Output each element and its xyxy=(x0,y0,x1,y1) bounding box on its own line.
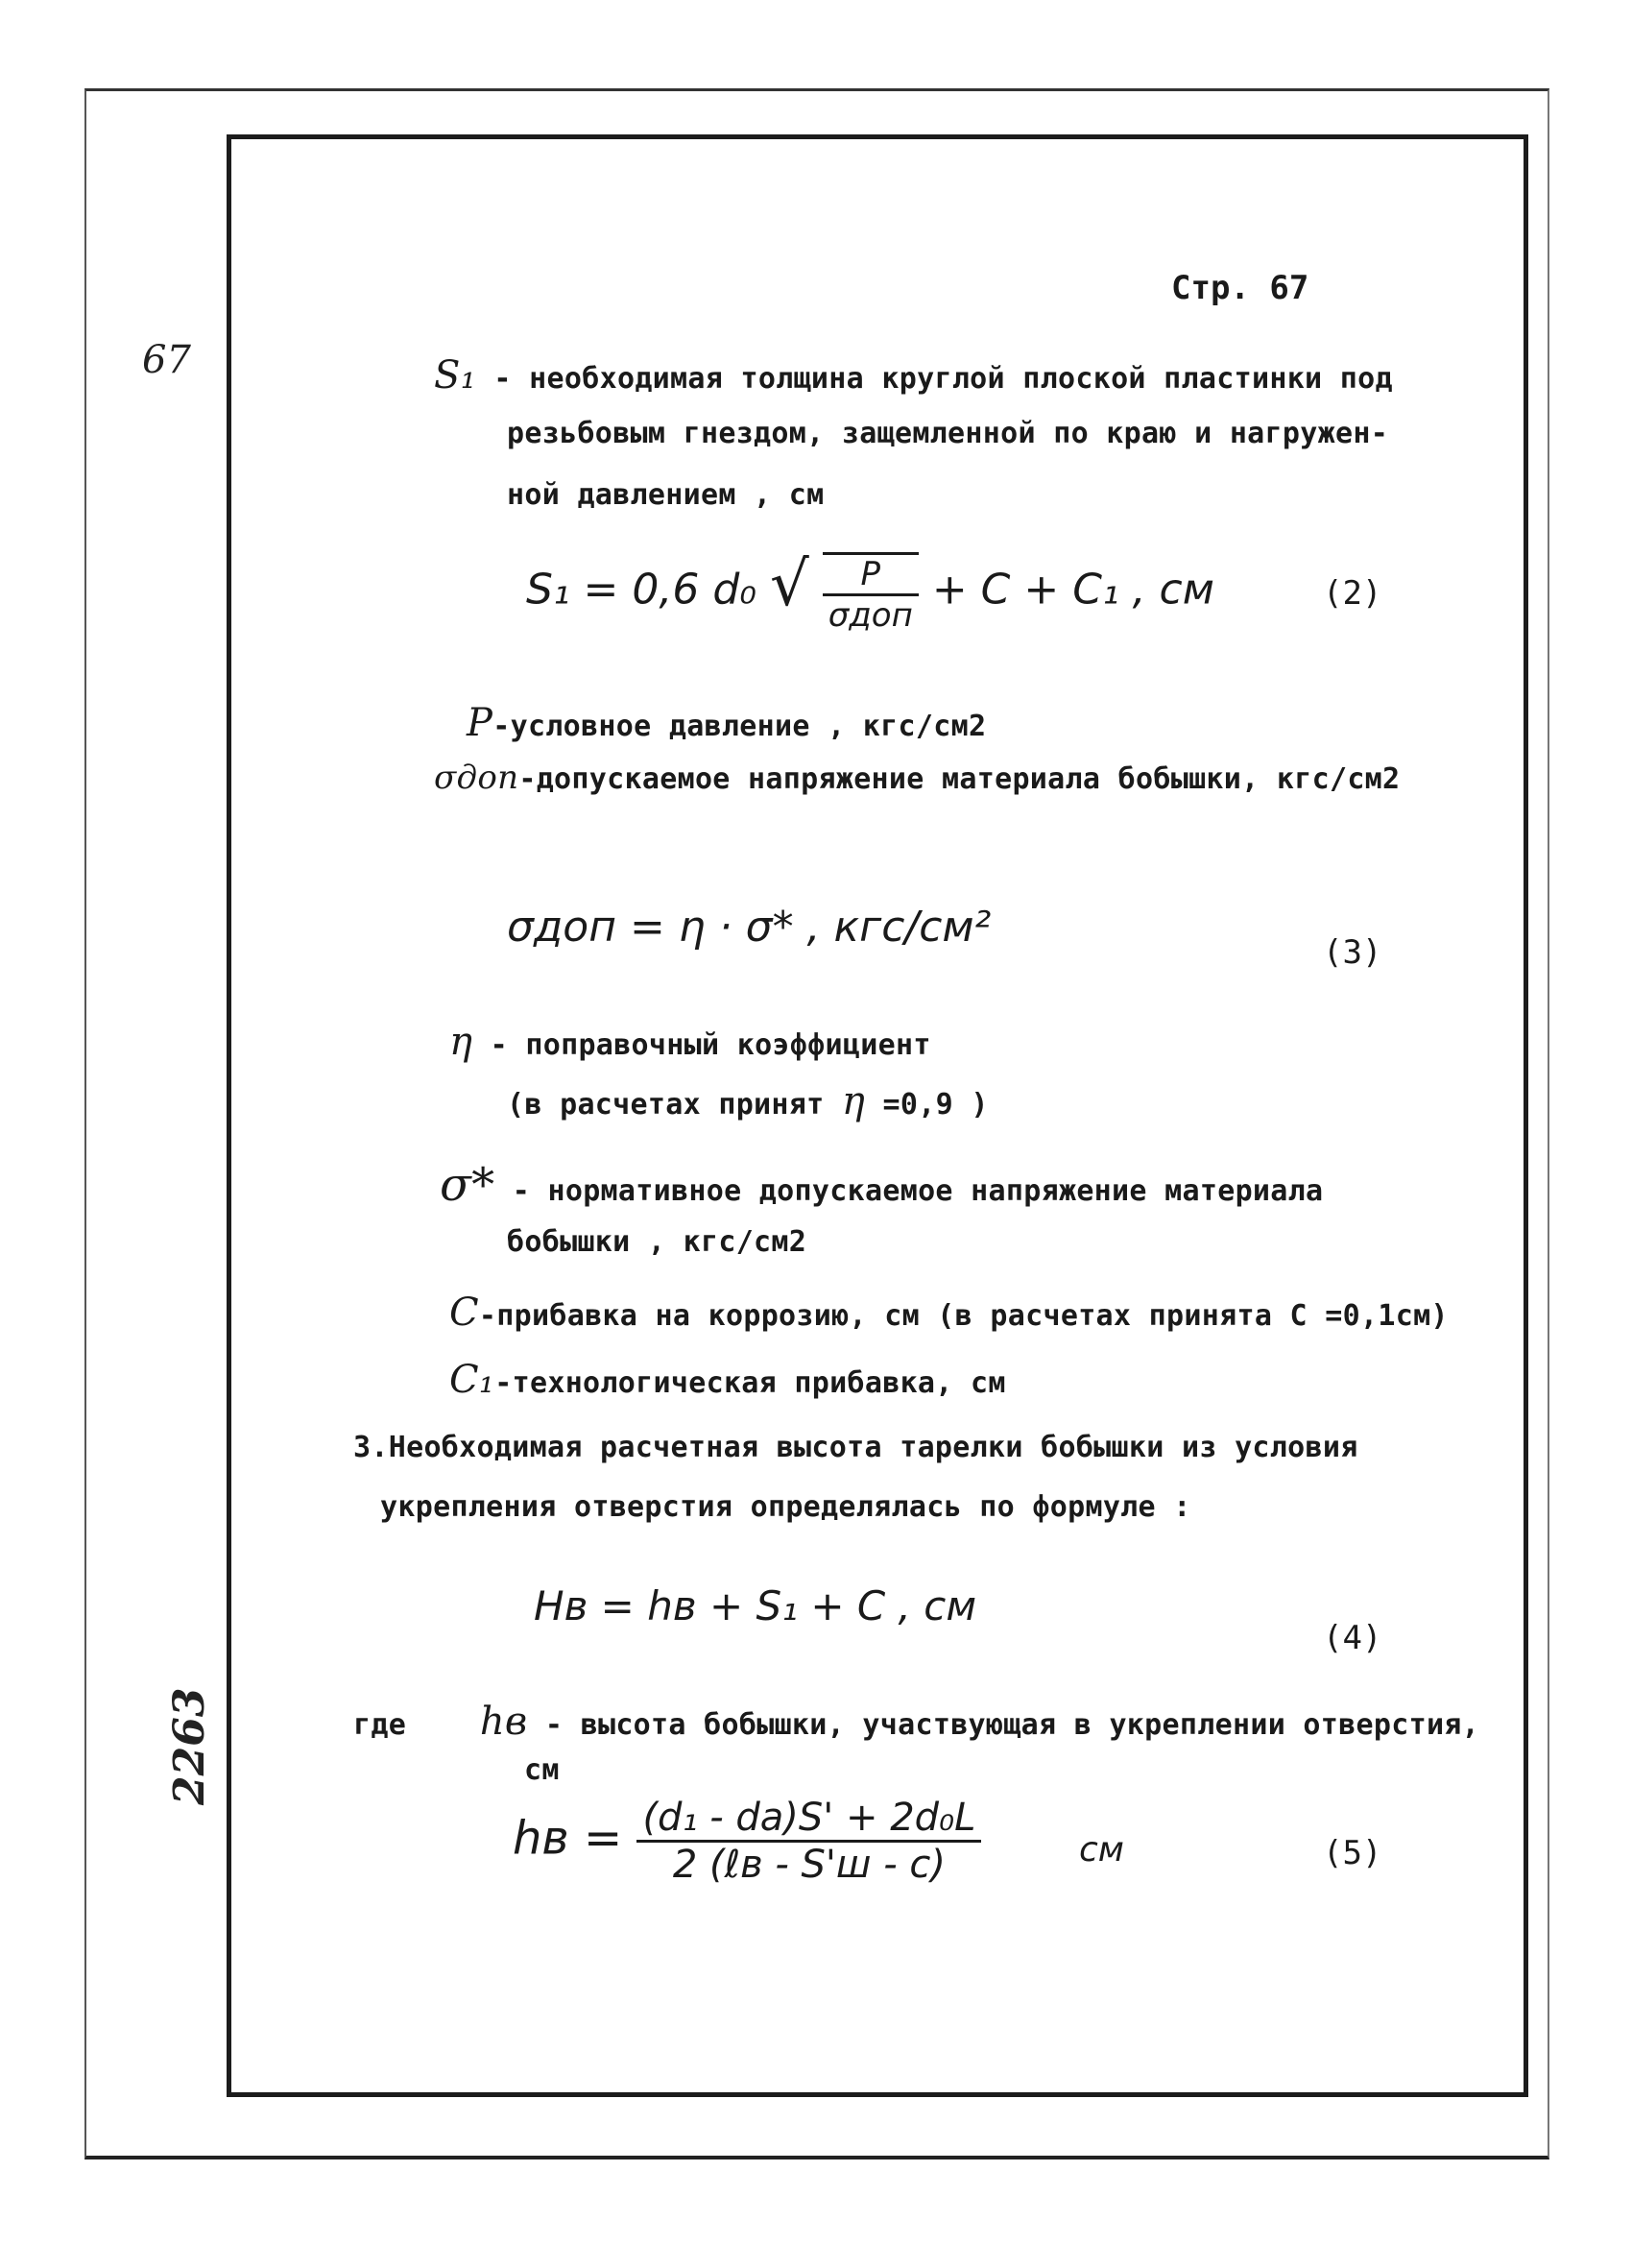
eq5-numerator: (d₁ - dа)S' + 2d₀L xyxy=(636,1796,981,1843)
eta-definition-line2 xyxy=(507,1079,989,1123)
s1-text-line3: ной давлением , см xyxy=(507,478,825,512)
eta-text-line2b: =0,9 ) xyxy=(882,1088,989,1122)
c-definition xyxy=(449,1291,1449,1335)
eq2-denominator: σдоп xyxy=(828,596,913,635)
equation-2 xyxy=(526,549,1214,635)
sigma-definition xyxy=(434,759,1400,797)
p-symbol: P xyxy=(467,701,493,745)
margin-page-number: 67 xyxy=(142,338,191,382)
eta-inline-symbol: η xyxy=(841,1079,866,1123)
sigma-star-text-line1: - нормативное допускаемое напряжение материала xyxy=(512,1174,1324,1208)
s1-text-line2: резьбовым гнездом, защемленной по краю и нагружен- xyxy=(507,417,1389,450)
equation-5 xyxy=(513,1796,981,1887)
eta-definition-line1 xyxy=(449,1020,931,1064)
eta-text-line1: - поправочный коэффициент xyxy=(490,1028,931,1062)
hb-symbol: hв xyxy=(479,1700,528,1744)
hb-text-line1: - высота бобышки, участвующая в укреплении отверстия, xyxy=(544,1708,1480,1742)
sigma-symbol: σдоп xyxy=(434,759,519,797)
section3-line2: укрепления отверстия определялась по формуле : xyxy=(380,1490,1191,1524)
hb-text-line2: см xyxy=(524,1753,560,1787)
equation-4-number: (4) xyxy=(1323,1619,1382,1657)
c1-definition xyxy=(449,1358,1006,1402)
c1-symbol: C₁ xyxy=(449,1358,495,1402)
eq5-fraction xyxy=(636,1796,981,1887)
eta-symbol: η xyxy=(449,1020,473,1064)
p-text: -условное давление , кгс/см2 xyxy=(492,710,987,743)
sigma-star-symbol: σ* xyxy=(440,1158,495,1212)
equation-3-number: (3) xyxy=(1323,933,1382,972)
eq2-numerator: P xyxy=(823,555,919,596)
eq5-lhs: hв = xyxy=(513,1811,623,1866)
hb-where: где xyxy=(353,1708,407,1742)
s1-text-line1: - необходимая толщина круглой плоской пластинки под xyxy=(493,362,1393,396)
eq5-denominator: 2 (ℓв - S'ш - c) xyxy=(672,1843,946,1887)
section3-line1: 3.Необходимая расчетная высота тарелки бобышки из условия xyxy=(353,1431,1358,1464)
equation-4: Hв = hв + S₁ + C , см xyxy=(534,1582,977,1629)
s1-symbol: S₁ xyxy=(434,353,477,398)
sigma-star-definition-line1 xyxy=(440,1158,1323,1212)
sigma-star-text-line2: бобышки , кгс/см2 xyxy=(507,1225,807,1259)
equation-2-number: (2) xyxy=(1323,574,1382,613)
c1-text: -технологическая прибавка, см xyxy=(494,1366,1006,1400)
equation-3: σдоп = η · σ* , кгс/см² xyxy=(507,903,992,952)
eq2-rhs: + C + C₁ , см xyxy=(931,565,1214,615)
hb-definition-line1 xyxy=(353,1700,1479,1744)
eq5-unit: см xyxy=(1079,1830,1124,1870)
eta-text-line2a: (в расчетах принят xyxy=(507,1088,825,1122)
p-definition xyxy=(467,701,986,745)
eq2-lhs: S₁ = 0,6 d₀ xyxy=(526,565,756,615)
sqrt-expression: √ $\frac{P}{\text{σдоп}}$ xyxy=(770,549,919,635)
s1-definition-line1 xyxy=(434,353,1393,398)
sigma-text: -допускаемое напряжение материала бобышки, кгс/см2 xyxy=(518,762,1401,796)
c-symbol: C xyxy=(449,1291,479,1335)
c-text: -прибавка на коррозию, см (в расчетах принята C =0,1см) xyxy=(478,1299,1449,1333)
margin-archive-number: 2263 xyxy=(165,1687,214,1805)
page-label: Стр. 67 xyxy=(1171,269,1309,307)
equation-5-number: (5) xyxy=(1323,1834,1382,1872)
